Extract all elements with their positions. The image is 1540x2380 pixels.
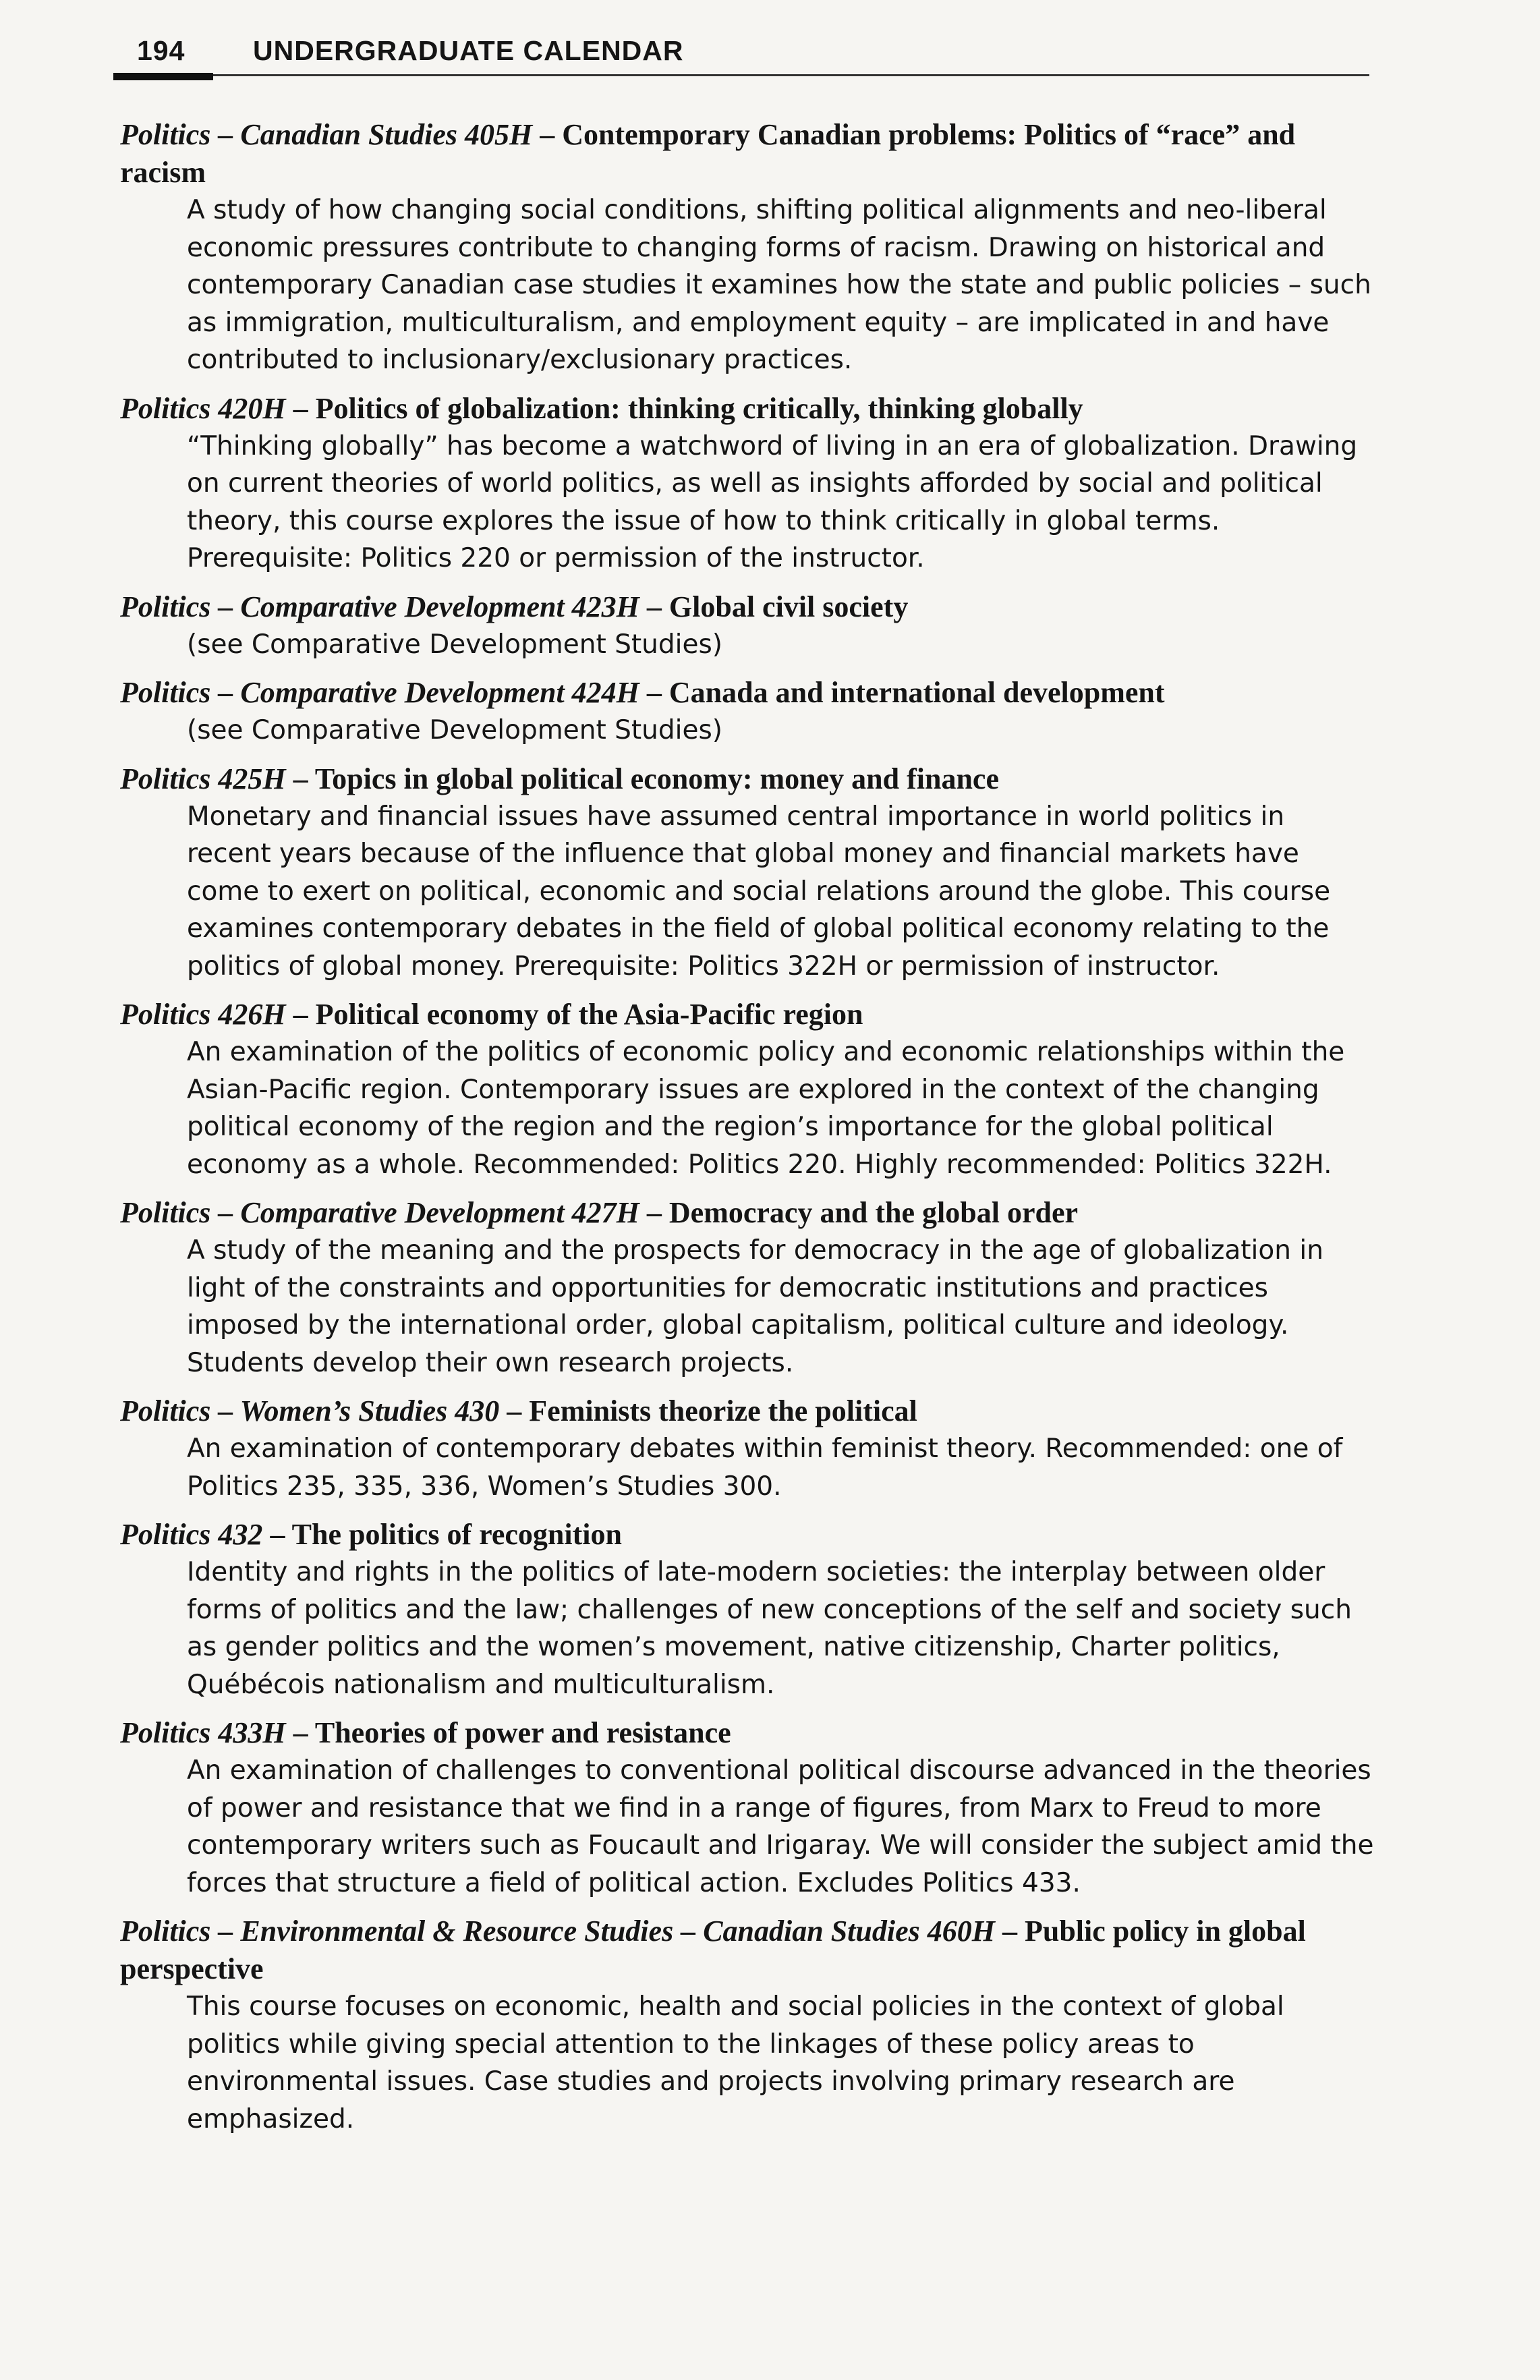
course-heading — [120, 996, 1375, 1033]
course-title: – Contemporary Canadian problems: Politics of “race” and racism — [120, 118, 1296, 189]
course-title: – The politics of recognition — [262, 1518, 622, 1551]
page-header — [125, 34, 1373, 74]
course-description: A study of how changing social conditions, shifting political alignments and neo-liberal economic pressures contribute to changing forms of racism. Drawing on historical and contemporary Canadian case studies it examines how the state and public policies – such as immigration, multiculturalism, and employment equity – are implicated in and have contributed to inclusionary/exclusionary practices. — [187, 195, 1371, 375]
course-code: Politics 420H — [120, 391, 286, 425]
course-heading — [120, 1392, 1375, 1430]
course-code: Politics – Comparative Development 424H — [120, 676, 639, 709]
course-description: “Thinking globally” has become a watchword of living in an era of globalization. Drawing on current theories of world politics, as well as insights afforded by social and political theory, this course explores the issue of how to think critically in global terms. Prerequisite: Politics 220 or permission of the instructor. — [187, 430, 1358, 573]
course-entry — [120, 1714, 1375, 1902]
course-heading — [120, 588, 1375, 626]
course-title: – Global civil society — [639, 590, 909, 623]
course-code: Politics – Canadian Studies 405H — [120, 118, 533, 151]
course-entry — [120, 996, 1375, 1183]
course-title: – Political economy of the Asia-Pacific region — [285, 998, 863, 1031]
course-code: Politics 425H — [120, 762, 286, 795]
course-title: – Public policy in global perspective — [120, 1915, 1306, 1985]
header-rule-thick — [113, 73, 213, 80]
course-code: Politics – Women’s Studies 430 — [120, 1394, 500, 1427]
course-heading — [120, 1516, 1375, 1554]
course-code: Politics – Comparative Development 423H — [120, 590, 639, 623]
course-description: (see Comparative Development Studies) — [187, 629, 723, 660]
course-list — [120, 116, 1375, 2149]
running-title: UNDERGRADUATE CALENDAR — [253, 35, 684, 66]
course-code: Politics 426H — [120, 998, 286, 1031]
course-title: – Topics in global political economy: money and finance — [285, 762, 999, 795]
course-entry — [120, 1194, 1375, 1382]
course-entry — [120, 116, 1375, 379]
course-heading — [120, 1913, 1375, 1988]
course-description: An examination of the politics of economic policy and economic relationships within the Asian-Pacific region. Contemporary issues are explored in the context of the changing political economy of the region and the region’s importance for the global political economy as a whole. Recommended: Politics 220. Highly recommended: Politics 322H. — [187, 1037, 1345, 1180]
course-description: This course focuses on economic, health and social policies in the context of global politics while giving special attention to the linkages of these policy areas to environmental issues. Case studies and projects involving primary research are emphasized. — [187, 1991, 1284, 2134]
course-heading — [120, 116, 1375, 192]
course-description: An examination of contemporary debates within feminist theory. Recommended: one of Politics 235, 335, 336, Women’s Studies 300. — [187, 1434, 1343, 1502]
course-title: – Theories of power and resistance — [285, 1716, 731, 1749]
course-title: – Politics of globalization: thinking critically, thinking globally — [285, 391, 1083, 425]
header-rule-thin — [213, 74, 1369, 76]
course-code: Politics 432 — [120, 1518, 263, 1551]
course-code: Politics – Comparative Development 427H — [120, 1196, 639, 1229]
course-description: An examination of challenges to conventional political discourse advanced in the theories of power and resistance that we find in a range of figures, from Marx to Freud to more contemporary writers such as Foucault and Irigaray. We will consider the subject amid the forces that structure a field of political action. Excludes Politics 433. — [187, 1755, 1374, 1898]
course-entry — [120, 1392, 1375, 1505]
course-entry — [120, 760, 1375, 986]
course-entry — [120, 390, 1375, 577]
course-entry — [120, 1516, 1375, 1703]
course-heading — [120, 674, 1375, 712]
course-description: A study of the meaning and the prospects for democracy in the age of globalization in light of the constraints and opportunities for democratic institutions and practices imposed by the international order, global capitalism, political culture and ideology. Students develop their own research projects. — [187, 1235, 1323, 1378]
course-heading — [120, 760, 1375, 798]
course-entry — [120, 588, 1375, 664]
course-entry — [120, 674, 1375, 749]
course-title: – Canada and international development — [639, 676, 1165, 709]
page-number: 194 — [137, 35, 186, 66]
course-entry — [120, 1913, 1375, 2138]
course-code: Politics – Environmental & Resource Studies – Canadian Studies 460H — [120, 1915, 995, 1948]
course-title: – Feminists theorize the political — [499, 1394, 917, 1427]
course-description: (see Comparative Development Studies) — [187, 715, 723, 745]
course-title: – Democracy and the global order — [639, 1196, 1079, 1229]
course-description: Monetary and financial issues have assumed central importance in world politics in recent years because of the influence that global money and financial markets have come to exert on political, economic and social relations around the globe. This course examines contemporary debates in the field of global political economy relating to the politics of global money. Prerequisite: Politics 322H or permission of instructor. — [187, 801, 1331, 982]
course-code: Politics 433H — [120, 1716, 286, 1749]
course-heading — [120, 390, 1375, 428]
course-heading — [120, 1194, 1375, 1232]
course-heading — [120, 1714, 1375, 1752]
course-description: Identity and rights in the politics of late-modern societies: the interplay between older forms of politics and the law; challenges of new conceptions of the self and society such as gender politics and the women’s movement, native citizenship, Charter politics, Québécois nationalism and multiculturalism. — [187, 1557, 1352, 1700]
